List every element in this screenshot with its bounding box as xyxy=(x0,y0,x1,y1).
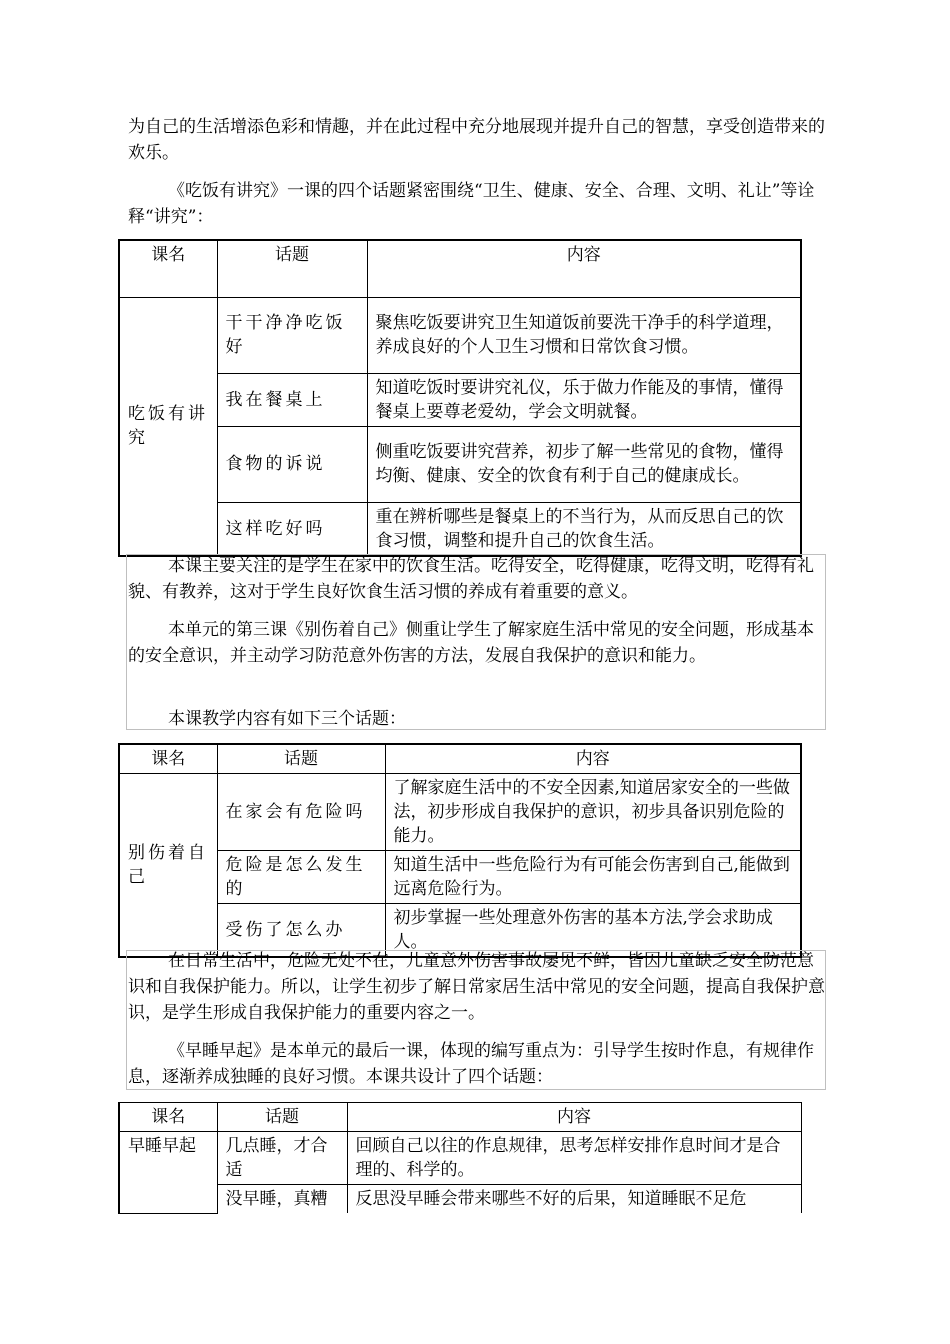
paragraph: 在日常生活中，危险无处不在，儿童意外伤害事故屡见不鲜，皆因儿童缺乏安全防范意识和自我保护能力。所以，让学生初步了解日常家居生活中常见的安全问题，提高自我保护意识，是学生形成自我保护能力的重要内容之一。 xyxy=(128,951,825,1023)
content-cell: 知道生活中一些危险行为有可能会伤害到自己,能做到远离危险行为。 xyxy=(385,851,801,904)
paragraph: 本课教学内容有如下三个话题： xyxy=(168,709,406,729)
content-cell: 重在辨析哪些是餐桌上的不当行为，从而反思自己的饮食习惯，调整和提升自己的饮食生活。 xyxy=(367,502,801,556)
table-header-content: 内容 xyxy=(385,744,801,774)
content-cell: 聚焦吃饭要讲究卫生知道饭前要洗干净手的科学道理，养成良好的个人卫生习惯和日常饮食习惯。 xyxy=(367,297,801,373)
topic-cell: 我在餐桌上 xyxy=(217,373,367,426)
topic-cell: 受伤了怎么办 xyxy=(217,904,385,958)
table-header-course: 课名 xyxy=(119,1103,217,1132)
content-cell: 知道吃饭时要讲究礼仪，乐于做力作能及的事情，懂得餐桌上要尊老爱幼，学会文明就餐。 xyxy=(367,373,801,426)
topic-cell: 危险是怎么发生的 xyxy=(217,851,385,904)
content-cell: 反思没早睡会带来哪些不好的后果，知道睡眠不足危 xyxy=(347,1185,801,1214)
course-table-1 xyxy=(118,239,802,557)
table-header-course: 课名 xyxy=(119,744,217,774)
paragraph: 《早睡早起》是本单元的最后一课，体现的编写重点为：引导学生按时作息，有规律作息，逐渐养成独睡的良好习惯。本课共设计了四个话题： xyxy=(128,1041,814,1087)
paragraph: 本课主要关注的是学生在家中的饮食生活。吃得安全，吃得健康，吃得文明，吃得有礼貌、有教养，这对于学生良好饮食生活习惯的养成有着重要的意义。 xyxy=(128,556,814,602)
topic-cell: 几点睡，才合适 xyxy=(217,1132,347,1185)
topic-cell: 没早睡，真糟 xyxy=(217,1185,347,1214)
course-table-3 xyxy=(118,1102,802,1214)
table-header-content: 内容 xyxy=(367,240,801,297)
topic-cell: 干干净净吃饭好 xyxy=(217,297,367,373)
paragraph: 《吃饭有讲究》一课的四个话题紧密围绕“卫生、健康、安全、合理、文明、礼让”等诠释“讲究”： xyxy=(128,181,815,227)
table-header-topic: 话题 xyxy=(217,1103,347,1132)
paragraph: 为自己的生活增添色彩和情趣，并在此过程中充分地展现并提升自己的智慧，享受创造带来的欢乐。 xyxy=(128,117,825,163)
course-table-2 xyxy=(118,743,802,958)
content-cell: 了解家庭生活中的不安全因素,知道居家安全的一些做法，初步形成自我保护的意识，初步具备识别危险的能力。 xyxy=(385,774,801,851)
paragraph: 本单元的第三课《别伤着自己》侧重让学生了解家庭生活中常见的安全问题，形成基本的安全意识，并主动学习防范意外伤害的方法，发展自我保护的意识和能力。 xyxy=(128,620,814,666)
table-header-topic: 话题 xyxy=(217,744,385,774)
course-name-cell: 吃饭有讲究 xyxy=(119,297,217,556)
table-header-course: 课名 xyxy=(119,240,217,297)
topic-cell: 食物的诉说 xyxy=(217,426,367,502)
content-cell: 回顾自己以往的作息规律，思考怎样安排作息时间才是合理的、科学的。 xyxy=(347,1132,801,1185)
table-header-topic: 话题 xyxy=(217,240,367,297)
course-name-cell: 早睡早起 xyxy=(119,1132,217,1214)
course-name-cell: 别伤着自己 xyxy=(119,774,217,958)
topic-cell: 这样吃好吗 xyxy=(217,502,367,556)
topic-cell: 在家会有危险吗 xyxy=(217,774,385,851)
content-cell: 初步掌握一些处理意外伤害的基本方法,学会求助成人。 xyxy=(385,904,801,958)
table-header-content: 内容 xyxy=(347,1103,801,1132)
content-cell: 侧重吃饭要讲究营养，初步了解一些常见的食物，懂得均衡、健康、安全的饮食有利于自己的健康成长。 xyxy=(367,426,801,502)
